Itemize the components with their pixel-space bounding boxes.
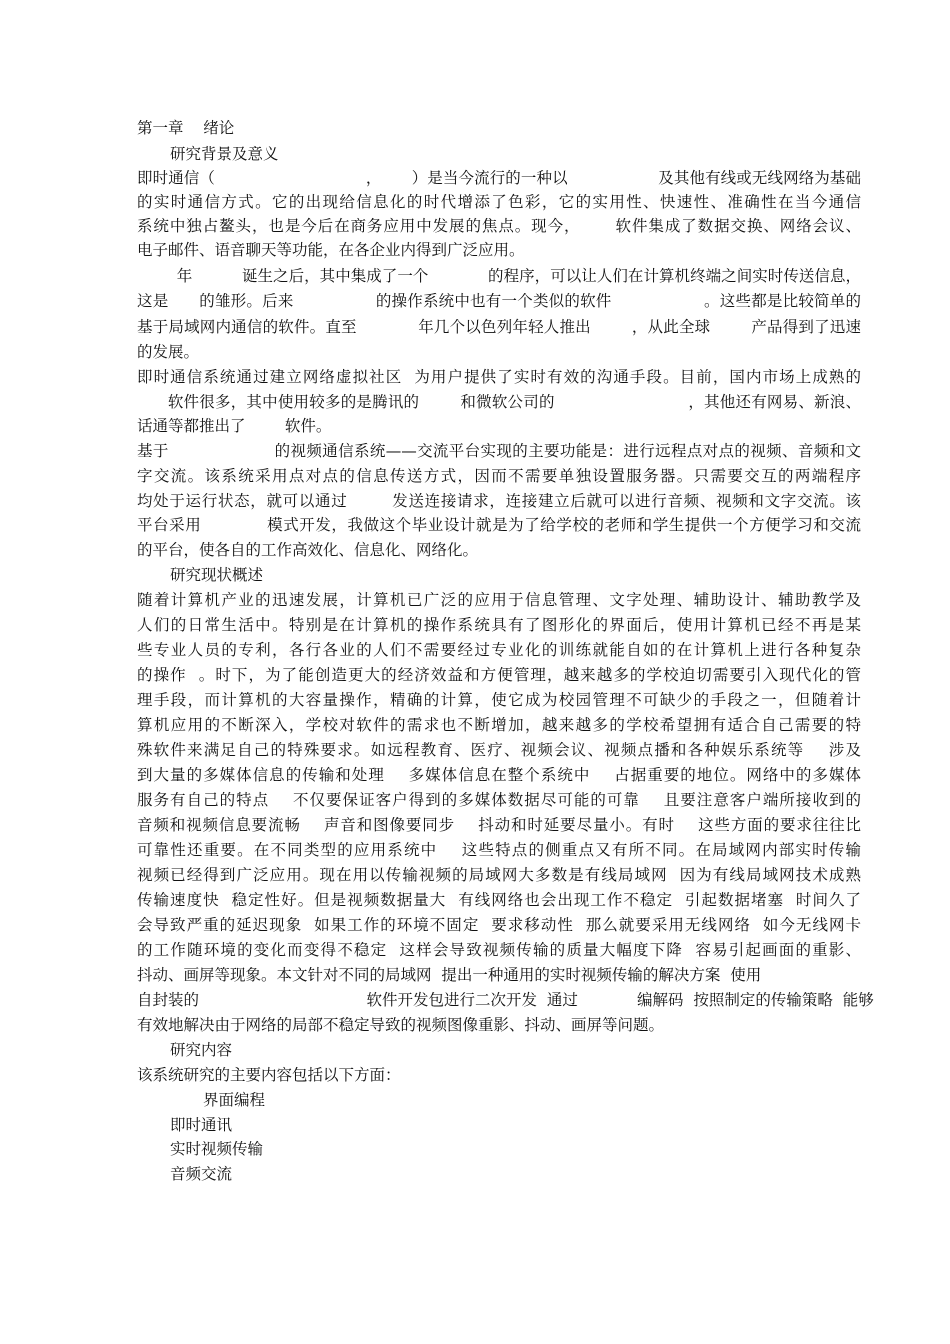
paragraph-line: 系统中独占鳌头，也是今后在商务应用中发展的焦点。现今， 软件集成了数据交换、网络会议、 [137,217,861,235]
paragraph-line: 视频已经得到广泛应用。现在用以传输视频的局域网大多数是有线局域网 因为有线局域网技术成熟 [137,866,861,884]
paragraph-line: 该系统研究的主要内容包括以下方面： [137,1066,401,1084]
paragraph-line: 会导致严重的延迟现象 如果工作的环境不固定 要求移动性 那么就要采用无线网络 如今无线网卡 [137,916,861,934]
list-item: 即时通讯 [170,1116,233,1134]
paragraph-line: 年 诞生之后，其中集成了一个 的程序，可以让人们在计算机终端之间实时传送信息， [137,267,861,285]
paragraph-line: 的实时通信方式。它的出现给信息化的时代增添了色彩，它的实用性、快速性、准确性在当今通信 [137,193,861,211]
paragraph-line: 这是 的雏形。后来 的操作系统中也有一个类似的软件 。这些都是比较简单的 [137,292,861,310]
paragraph-line: 软件很多，其中使用较多的是腾讯的 和微软公司的 ，其他还有网易、新浪、 [137,393,861,411]
paragraph-line: 平台采用 模式开发，我做这个毕业设计就是为了给学校的老师和学生提供一个方便学习和交流 [137,516,861,534]
paragraph-line: 随着计算机产业的迅速发展，计算机已广泛的应用于信息管理、文字处理、辅助设计、辅助教学及 [137,591,861,609]
paragraph-line: 算机应用的不断深入，学校对软件的需求也不断增加，越来越多的学校希望拥有适合自己需要的特 [137,716,861,734]
paragraph-line: 电子邮件、语音聊天等功能，在各企业内得到广泛应用。 [137,241,525,259]
paragraph-line: 的操作 。时下，为了能创造更大的经济效益和方便管理，越来越多的学校迫切需要引入现代化的管 [137,666,861,684]
paragraph-line: 自封装的 软件开发包进行二次开发 通过 编解码 按照制定的传输策略 能够 [137,991,874,1009]
chapter-title: 第一章 绪论 [137,119,235,137]
paragraph-line: 些专业人员的专利，各行各业的人们不需要经过专业化的训练就能自如的在计算机上进行各种复杂 [137,641,861,659]
paragraph-line: 均处于运行状态，就可以通过 发送连接请求，连接建立后就可以进行音频、视频和文字交流。该 [137,492,861,510]
paragraph-line: 传输速度快 稳定性好。但是视频数据量大 有线网络也会出现工作不稳定 引起数据堵塞 时间久了 [137,891,861,909]
paragraph-line: 人们的日常生活中。特别是在计算机的操作系统具有了图形化的界面后，使用计算机已经不再是某 [137,616,861,634]
section-title-background: 研究背景及意义 [170,145,279,163]
paragraph-line: 即时通信（ ， ）是当今流行的一种以 及其他有线或无线网络为基础 [137,169,861,187]
paragraph-line: 话通等都推出了 软件。 [137,417,332,435]
paragraph-line: 基于 的视频通信系统——交流平台实现的主要功能是：进行远程点对点的视频、音频和文 [137,442,861,460]
paragraph-line: 基于局域网内通信的软件。直至 年几个以色列年轻人推出 ，从此全球 产品得到了迅速 [137,318,861,336]
paragraph-line: 到大量的多媒体信息的传输和处理 多媒体信息在整个系统中 占据重要的地位。网络中的多媒体 [137,766,861,784]
list-item: 实时视频传输 [170,1140,264,1158]
paragraph-line: 服务有自己的特点 不仅要保证客户得到的多媒体数据尽可能的可靠 且要注意客户端所接收到的 [137,791,861,809]
paragraph-line: 的工作随环境的变化而变得不稳定 这样会导致视频传输的质量大幅度下降 容易引起画面的重影、 [137,941,861,959]
paragraph-line: 有效地解决由于网络的局部不稳定导致的视频图像重影、抖动、画屏等问题。 [137,1016,665,1034]
paragraph-line: 的发展。 [137,343,200,361]
section-title-status: 研究现状概述 [170,566,264,584]
list-item: 界面编程 [203,1091,266,1109]
paragraph-line: 理手段，而计算机的大容量操作，精确的计算，使它成为校园管理不可缺少的手段之一，但随着计 [137,691,861,709]
paragraph-line: 即时通信系统通过建立网络虚拟社区 为用户提供了实时有效的沟通手段。目前，国内市场上成熟的 [137,368,861,386]
paragraph-line: 可靠性还重要。在不同类型的应用系统中 这些特点的侧重点又有所不同。在局域网内部实时传输 [137,841,861,859]
paragraph-line: 字交流。该系统采用点对点的信息传送方式，因而不需要单独设置服务器。只需要交互的两端程序 [137,467,861,485]
paragraph-line: 的平台，使各自的工作高效化、信息化、网络化。 [137,541,479,559]
paragraph-line: 音频和视频信息要流畅 声音和图像要同步 抖动和时延要尽量小。有时 这些方面的要求往往比 [137,816,861,834]
section-title-content: 研究内容 [170,1041,233,1059]
list-item: 音频交流 [170,1165,233,1183]
paragraph-line: 殊软件来满足自己的特殊要求。如远程教育、医疗、视频会议、视频点播和各种娱乐系统等 涉及 [137,741,861,759]
paragraph-line: 抖动、画屏等现象。本文针对不同的局域网 提出一种通用的实时视频传输的解决方案 使用 [137,966,762,984]
